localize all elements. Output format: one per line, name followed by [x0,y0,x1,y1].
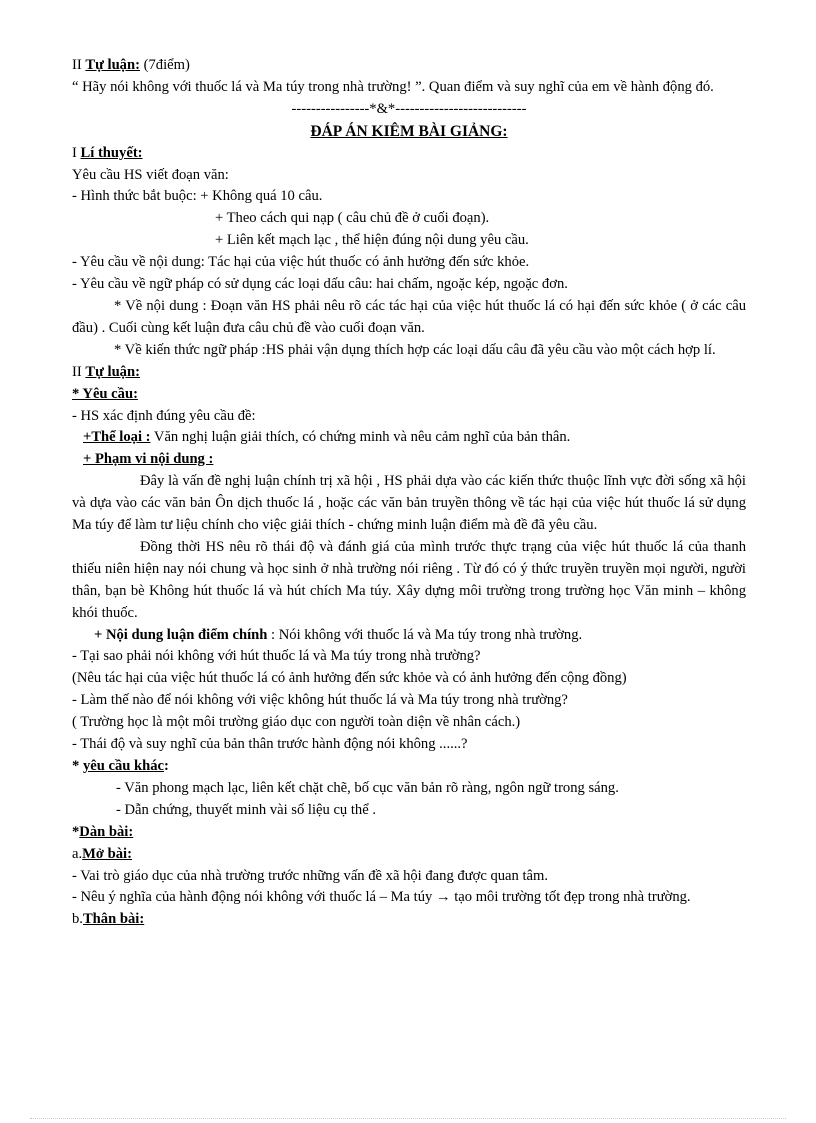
form-requirement-1: - Hình thức bắt buộc: + Không quá 10 câu. [72,188,323,205]
main-point-line [72,625,746,647]
body-heading [72,909,746,931]
body-label: Thân bài: [82,911,145,928]
section-label: Tự luận: [85,363,140,380]
question-1-note: (Nêu tác hại của việc hút thuốc lá có ảnh hưởng đến sức khỏe và có ảnh hưởng đến cộng đồng) [72,670,627,687]
intro-number: a. [72,845,83,862]
question-3: - Thái độ và suy nghĩ của bản thân trước hành động nói không ......? [72,736,468,753]
intro-point-1: - Vai trò giáo dục của nhà trường trước những vấn đề xã hội đang được quan tâm. [72,867,548,884]
section-label: Tự luận: [85,57,140,73]
other-label: yêu cầu khác [82,758,165,774]
genre-label: +Thể loại : [83,429,151,446]
other-colon: : [164,758,169,774]
grammar-detail: * Về kiến thức ngữ pháp :HS phải vận dụng thích hợp các loại dấu câu đã yêu cầu vào một cách hợp lí. [114,341,716,358]
main-point-label: + Nội dung luận điểm chính [94,626,268,643]
scope-label: + Phạm vi nội dung : [83,451,214,468]
requirement-intro: Yêu cầu HS viết đoạn văn: [72,166,229,183]
intro-point-2: - Nêu ý nghĩa của hành động nói không với thuốc lá – Ma túy → tạo môi trường tốt đẹp trong nhà trường. [72,889,691,906]
section-label: Lí thuyết: [80,144,143,161]
section-number: II [72,57,86,73]
other-requirement-2: - Dẫn chứng, thuyết minh vài số liệu cụ thể . [116,801,377,818]
answer-title: ĐÁP ÁN KIÊM BÀI GIẢNG: [310,122,508,140]
question-2: - Làm thế nào để nói không với việc không hút thuốc lá và Ma túy trong nhà trường? [72,692,568,709]
section-2b-heading [72,362,746,384]
main-point-text: : Nói không với thuốc lá và Ma túy trong nhà trường. [267,626,583,643]
other-star: * [72,758,83,774]
other-requirement-1: - Văn phong mạch lạc, liên kết chặt chẽ, bố cục văn bản rõ ràng, ngôn ngữ trong sáng. [116,779,619,796]
grammar-requirement: - Yêu cầu về ngữ pháp có sử dụng các loại dấu câu: hai chấm, ngoặc kép, ngoặc đơn. [72,276,568,293]
scope-paragraph-1: Đây là vấn đề nghị luận chính trị xã hội , HS phải dựa vào các kiến thức thuộc lĩnh vực đời sống xã hội và dựa vào các văn bản Ôn dịch thuốc lá , hoặc các văn bản truyền thông về tác hại của việc hút thuốc lá sử dụng Ma túy để làm tư liệu chính cho việc giải thích - chứng minh luận điểm mà đề đã yêu cầu. [72,473,746,534]
intro-label: Mở bài: [82,845,132,862]
scope-line [72,449,746,471]
outline-label: Dàn bài: [79,823,134,840]
essay-question: “ Hãy nói không với thuốc lá và Ma túy trong nhà trường! ”. Quan điểm và suy nghĩ của em về hành động đó. [72,78,714,95]
page-bottom-rule [30,1118,786,1119]
genre-text: Văn nghị luận giải thích, có chứng minh và nêu cảm nghĩ của bản thân. [150,429,571,446]
question-1: - Tại sao phải nói không với hút thuốc lá và Ma túy trong nhà trường? [72,648,481,665]
form-requirement-3: + Liên kết mạch lạc , thể hiện đúng nội dung yêu cầu. [215,232,529,249]
section-1-heading [72,143,746,165]
identify-requirement: - HS xác định đúng yêu cầu đề: [72,407,256,424]
section-number: II [72,363,86,380]
intro-heading [72,844,746,866]
other-requirements-heading [72,756,746,778]
section-number: I [72,144,81,161]
genre-line [72,427,746,449]
form-requirement-2: + Theo cách qui nạp ( câu chủ đề ở cuối đoạn). [215,210,490,227]
requirements-heading: * Yêu cầu: [72,385,138,402]
body-number: b. [72,911,83,928]
outline-star: * [72,823,80,840]
scope-paragraph-2: Đồng thời HS nêu rõ thái độ và đánh giá của mình trước thực trạng của việc hút thuốc lá của thanh thiếu niên hiện nay nói chung và học sinh ở nhà trường nói riêng . Từ đó có ý thức truyền truyền mọi người, người thân, bạn bè Không hút thuốc lá và hút chích Ma túy. Xây dựng môi trường trong trường học Văn minh – không khói thuốc. [72,538,746,621]
section-2-heading [72,55,746,77]
section-points: (7điểm) [139,57,190,73]
document-page [72,55,746,931]
content-detail: * Về nội dung : Đoạn văn HS phải nêu rõ các tác hại của việc hút thuốc lá có hại đến sức khỏe ( ở các câu đầu) . Cuối cùng kết luận đưa câu chủ đề vào cuối đoạn văn. [72,297,746,336]
content-requirement: - Yêu cầu về nội dung: Tác hại của việc hút thuốc có ảnh hưởng đến sức khỏe. [72,254,530,271]
outline-heading [72,822,746,844]
divider: ----------------*&*--------------------------- [291,100,527,117]
question-2-note: ( Trường học là một môi trường giáo dục con người toàn diện về nhân cách.) [72,714,521,731]
